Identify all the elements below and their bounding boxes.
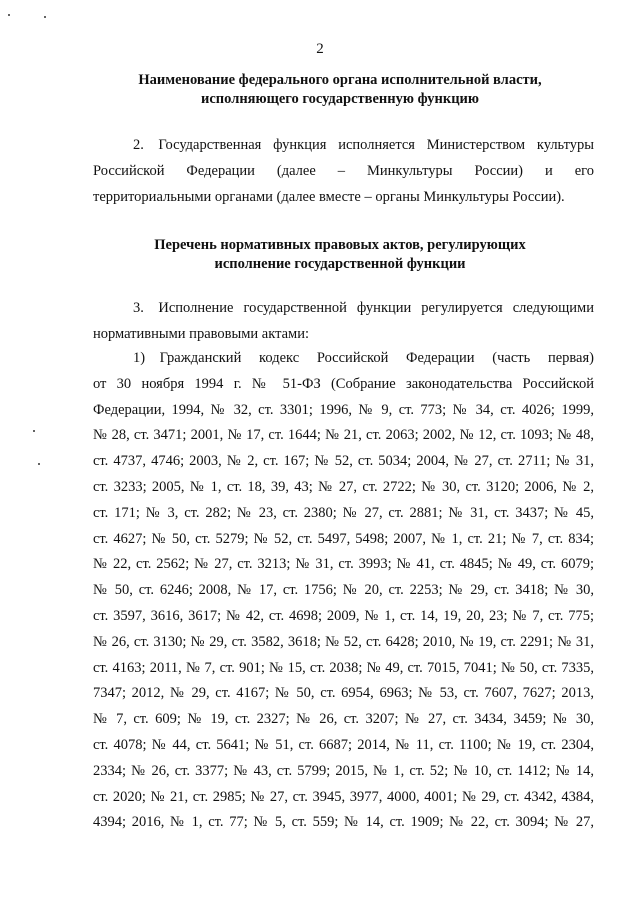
list-item-line: ст. 3233; 2005, № 1, ст. 18, 39, 43; № 27, ст. 2722; № 30, ст. 3120; 2006, № 2, — [93, 478, 594, 495]
list-item-1 — [93, 346, 594, 836]
list-item-line: 4394; 2016, № 1, ст. 77; № 5, ст. 559; № 14, ст. 1909; № 22, ст. 3094; № 27, — [93, 814, 594, 831]
paragraph-line: 3. Исполнение государственной функции регулируется следующими — [133, 300, 594, 316]
scan-speck — [38, 463, 40, 465]
list-item-line: ст. 3597, 3616, 3617; № 42, ст. 4698; 2009, № 1, ст. 14, 19, 20, 23; № 7, ст. 775; — [93, 607, 594, 624]
section-heading-legal-acts — [60, 236, 620, 274]
list-item-line: ст. 4163; 2011, № 7, ст. 901; № 15, ст. 2038; № 49, ст. 7015, 7041; № 50, ст. 7335, — [93, 659, 594, 676]
list-item-line: от 30 ноября 1994 г. № 51-ФЗ (Собрание законодательства Российской — [93, 375, 594, 392]
list-item-line: ст. 4627; № 50, ст. 5279; № 52, ст. 5497, 5498; 2007, № 1, ст. 21; № 7, ст. 834; — [93, 530, 594, 547]
heading-line: исполняющего государственную функцию — [200, 91, 479, 107]
list-item-line: № 7, ст. 609; № 19, ст. 2327; № 26, ст. 3207; № 27, ст. 3434, 3459; № 30, — [93, 711, 594, 728]
list-item-line: Федерации, 1994, № 32, ст. 3301; 1996, № 9, ст. 773; № 34, ст. 4026; 1999, — [93, 401, 594, 418]
paragraph-3 — [93, 296, 594, 348]
heading-line: Перечень нормативных правовых актов, регулирующих — [154, 237, 526, 253]
heading-line: Наименование федерального органа исполнительной власти, — [138, 72, 542, 88]
list-item-line: № 28, ст. 3471; 2001, № 17, ст. 1644; № 21, ст. 2063; 2002, № 12, ст. 1093; № 48, — [93, 427, 594, 444]
paragraph-line: Российской Федерации (далее – Минкультуры России) и его — [93, 162, 594, 179]
scan-speck — [8, 14, 10, 16]
list-item-line: № 26, ст. 3130; № 29, ст. 3582, 3618; № 52, ст. 6428; 2010, № 19, ст. 2291; № 31, — [93, 633, 594, 650]
heading-line: исполнение государственной функции — [214, 256, 466, 272]
list-item-line: № 22, ст. 2562; № 27, ст. 3213; № 31, ст. 3993; № 41, ст. 4845; № 49, ст. 6079; — [93, 556, 594, 573]
scan-speck — [33, 430, 35, 432]
paragraph-2 — [93, 133, 594, 210]
list-item-line: ст. 2020; № 21, ст. 2985; № 27, ст. 3945, 3977, 4000, 4001; № 29, ст. 4342, 4384, — [93, 788, 594, 805]
list-item-line: ст. 171; № 3, ст. 282; № 23, ст. 2380; № 27, ст. 2881; № 31, ст. 3437; № 45, — [93, 504, 594, 521]
list-item-line: 7347; 2012, № 29, ст. 4167; № 50, ст. 6954, 6963; № 53, ст. 7607, 7627; 2013, — [93, 685, 594, 702]
list-item-line: ст. 4737, 4746; 2003, № 2, ст. 167; № 52, ст. 5034; 2004, № 27, ст. 2711; № 31, — [93, 453, 594, 470]
list-item-line: № 50, ст. 6246; 2008, № 17, ст. 1756; № 20, ст. 2253; № 29, ст. 3418; № 30, — [93, 582, 594, 599]
paragraph-line: территориальными органами (далее вместе – органы Минкультуры России). — [93, 188, 565, 205]
list-item-line: 2334; № 26, ст. 3377; № 43, ст. 5799; 2015, № 1, ст. 52; № 10, ст. 1412; № 14, — [93, 762, 594, 779]
list-item-line: 1) Гражданский кодекс Российской Федерации (часть первая) — [133, 350, 594, 366]
section-heading-executive-body — [60, 71, 620, 109]
paragraph-line: 2. Государственная функция исполняется Министерством культуры — [133, 137, 594, 153]
scan-speck — [44, 16, 46, 18]
list-item-line: ст. 4078; № 44, ст. 5641; № 51, ст. 6687; 2014, № 11, ст. 1100; № 19, ст. 2304, — [93, 736, 594, 753]
page-number: 2 — [316, 41, 324, 57]
paragraph-line: нормативными правовыми актами: — [93, 325, 309, 342]
